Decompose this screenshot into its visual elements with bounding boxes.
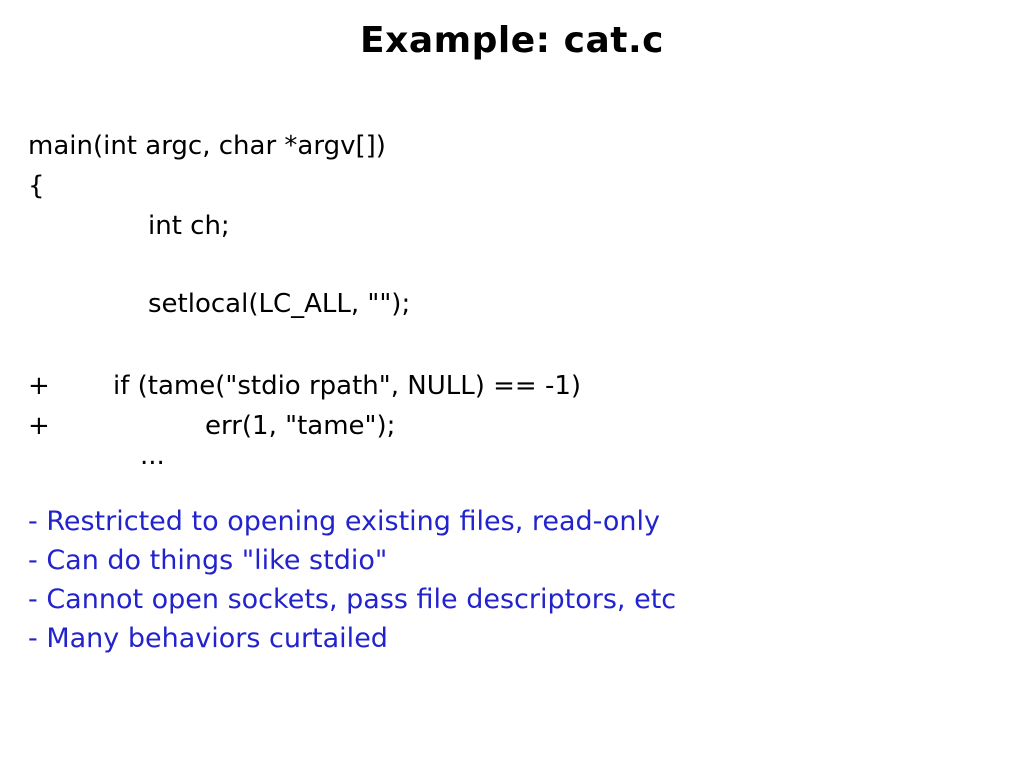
- code-block: [28, 126, 988, 476]
- slide-title: Example: cat.c: [360, 20, 664, 61]
- bullet-item: - Can do things "like stdio": [28, 545, 388, 576]
- code-line: [28, 206, 988, 246]
- code-text: if (tame("stdio rpath", NULL) == -1): [113, 371, 582, 401]
- code-text: err(1, "tame");: [205, 411, 396, 441]
- code-text: {: [28, 171, 45, 201]
- bullet-item: - Cannot open sockets, pass file descriptors, etc: [28, 584, 677, 615]
- code-text: int ch;: [148, 211, 230, 241]
- code-text: main(int argc, char *argv[]): [28, 131, 386, 161]
- code-line: [28, 166, 988, 206]
- bullet-list: [28, 502, 988, 658]
- bullet-item: - Restricted to opening existing files, read-only: [28, 506, 661, 537]
- bullet-item: - Many behaviors curtailed: [28, 623, 388, 654]
- code-line: [28, 126, 988, 166]
- code-text: ...: [140, 441, 165, 471]
- diff-plus-marker: +: [28, 371, 50, 401]
- code-line: [28, 366, 988, 406]
- code-text: setlocal(LC_ALL, "");: [148, 289, 411, 319]
- code-line: [28, 284, 988, 324]
- code-line: [28, 436, 988, 476]
- diff-plus-marker: +: [28, 411, 50, 441]
